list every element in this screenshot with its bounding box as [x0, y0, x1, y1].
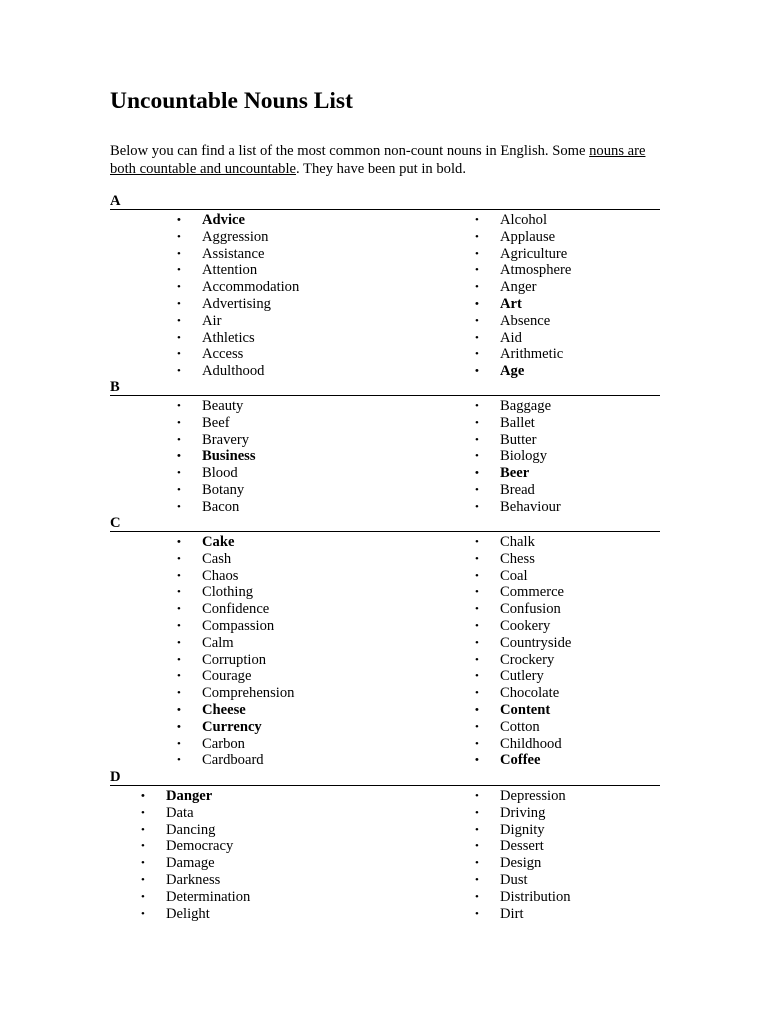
- list-item: [177, 329, 299, 347]
- bullet-icon: •: [177, 737, 181, 750]
- bullet-icon: •: [177, 400, 181, 412]
- noun-text: Advertising: [202, 295, 271, 312]
- bullet-icon: •: [177, 331, 181, 344]
- list-item: [475, 788, 571, 805]
- noun-text: Athletics: [202, 329, 255, 346]
- bullet-icon: •: [475, 247, 479, 260]
- noun-text: Absence: [500, 312, 551, 329]
- bullet-icon: •: [475, 483, 479, 496]
- list-item: [475, 534, 571, 551]
- noun-text: Advice: [202, 212, 245, 228]
- bullet-icon: •: [177, 569, 181, 582]
- noun-text: Calm: [202, 634, 234, 651]
- noun-text: Cheese: [202, 701, 246, 718]
- bullet-icon: •: [141, 823, 145, 836]
- bullet-icon: •: [177, 603, 181, 616]
- bullet-icon: •: [475, 536, 479, 548]
- noun-text: Data: [166, 804, 194, 821]
- bullet-icon: •: [177, 653, 181, 666]
- bullet-icon: •: [475, 619, 479, 632]
- noun-text: Confusion: [500, 601, 561, 618]
- list-item: [475, 431, 561, 449]
- intro-text: Below you can find a list of the most common non-count nouns in English. Some: [110, 143, 590, 159]
- noun-text: Beauty: [202, 398, 244, 414]
- list-item: [177, 295, 299, 313]
- bullet-icon: •: [141, 907, 145, 920]
- noun-text: Baggage: [500, 398, 552, 414]
- list-item: [475, 804, 571, 822]
- bullet-icon: •: [177, 416, 181, 429]
- noun-column-right: [475, 398, 561, 516]
- list-item: [475, 567, 571, 585]
- bullet-icon: •: [475, 790, 479, 802]
- list-item: [177, 668, 294, 685]
- bullet-icon: •: [475, 450, 479, 463]
- noun-text: Botany: [202, 481, 245, 498]
- bullet-icon: •: [475, 687, 479, 700]
- bullet-icon: •: [177, 586, 181, 599]
- noun-column-left: [177, 398, 256, 516]
- noun-text: Cake: [202, 534, 235, 550]
- noun-text: Beef: [202, 414, 230, 431]
- noun-text: Comprehension: [202, 685, 295, 702]
- list-item: [475, 329, 571, 347]
- bullet-icon: •: [475, 214, 479, 226]
- bullet-icon: •: [475, 281, 479, 294]
- bullet-icon: •: [475, 857, 479, 870]
- list-item: [177, 212, 299, 229]
- section-letter: A: [110, 193, 121, 209]
- noun-text: Aid: [500, 329, 522, 346]
- noun-text: Cutlery: [500, 668, 544, 685]
- noun-text: Art: [500, 295, 522, 312]
- bullet-icon: •: [475, 331, 479, 344]
- noun-text: Carbon: [202, 735, 245, 752]
- noun-text: Agriculture: [500, 245, 568, 262]
- list-item: [177, 550, 294, 568]
- noun-column-right: [475, 212, 572, 380]
- noun-text: Cookery: [500, 617, 551, 634]
- noun-column-right: [475, 788, 571, 922]
- bullet-icon: •: [177, 297, 181, 310]
- list-item: [141, 905, 250, 923]
- bullet-icon: •: [141, 890, 145, 903]
- noun-text: Damage: [166, 855, 215, 872]
- list-item: [177, 262, 299, 279]
- noun-text: Bacon: [202, 498, 240, 515]
- noun-text: Cardboard: [202, 752, 264, 769]
- bullet-icon: •: [141, 806, 145, 819]
- noun-text: Chocolate: [500, 685, 560, 702]
- noun-text: Alcohol: [500, 212, 548, 228]
- bullet-icon: •: [475, 230, 479, 243]
- bullet-icon: •: [475, 806, 479, 819]
- noun-text: Coffee: [500, 752, 541, 769]
- intro-link[interactable]: nouns are both countable and uncountable: [110, 143, 646, 177]
- noun-column-left: [177, 534, 295, 769]
- list-item: [475, 634, 572, 652]
- bullet-icon: •: [475, 703, 479, 716]
- list-item: [475, 871, 571, 889]
- list-item: [177, 363, 299, 380]
- bullet-icon: •: [177, 230, 181, 243]
- intro-text-end: . They have been put in bold.: [296, 161, 466, 177]
- noun-text: Dancing: [166, 821, 216, 838]
- noun-text: Dust: [500, 871, 528, 888]
- list-item: [177, 245, 299, 263]
- noun-text: Compassion: [202, 617, 275, 634]
- bullet-icon: •: [177, 754, 181, 767]
- noun-text: Air: [202, 312, 222, 329]
- section-letter: D: [110, 769, 121, 785]
- list-item: [475, 262, 572, 279]
- list-item: [475, 212, 571, 229]
- bullet-icon: •: [141, 840, 145, 853]
- intro-paragraph: [110, 142, 670, 178]
- noun-text: Depression: [500, 788, 566, 804]
- bullet-icon: •: [475, 670, 479, 683]
- bullet-icon: •: [475, 500, 479, 513]
- list-item: [475, 584, 571, 601]
- bullet-icon: •: [177, 450, 181, 463]
- bullet-icon: •: [475, 636, 479, 649]
- list-item: [475, 550, 571, 568]
- list-item: [141, 804, 250, 822]
- section-letter: B: [110, 379, 120, 395]
- noun-text: Content: [500, 701, 551, 718]
- noun-text: Democracy: [166, 838, 234, 855]
- noun-text: Biology: [500, 448, 548, 465]
- bullet-icon: •: [177, 247, 181, 260]
- list-item: [177, 567, 294, 585]
- list-item: [475, 888, 571, 906]
- bullet-icon: •: [177, 365, 181, 378]
- bullet-icon: •: [475, 907, 479, 920]
- noun-text: Bravery: [202, 431, 250, 448]
- bullet-icon: •: [475, 365, 479, 378]
- list-item: [177, 701, 294, 719]
- list-item: [475, 448, 561, 465]
- list-item: [177, 601, 294, 618]
- list-item: [475, 465, 561, 482]
- list-item: [177, 752, 294, 769]
- bullet-icon: •: [475, 653, 479, 666]
- noun-text: Driving: [500, 804, 546, 821]
- page-title: Uncountable Nouns List: [110, 88, 353, 114]
- section-divider: [110, 209, 660, 210]
- list-item: [475, 821, 571, 839]
- bullet-icon: •: [141, 857, 145, 870]
- list-item: [177, 228, 299, 246]
- bullet-icon: •: [177, 703, 181, 716]
- list-item: [475, 245, 571, 263]
- bullet-icon: •: [475, 569, 479, 582]
- bullet-icon: •: [177, 636, 181, 649]
- list-item: [177, 718, 294, 736]
- list-item: [177, 481, 256, 499]
- bullet-icon: •: [475, 603, 479, 616]
- noun-text: Danger: [166, 788, 213, 804]
- noun-text: Beer: [500, 465, 530, 482]
- noun-text: Access: [202, 346, 244, 363]
- bullet-icon: •: [177, 348, 181, 361]
- list-item: [475, 279, 571, 296]
- bullet-icon: •: [475, 264, 479, 277]
- noun-text: Attention: [202, 262, 258, 279]
- section-divider: [110, 531, 660, 532]
- list-item: [141, 788, 250, 805]
- noun-text: Bread: [500, 481, 535, 498]
- bullet-icon: •: [475, 467, 479, 480]
- list-item: [177, 685, 295, 702]
- list-item: [141, 855, 250, 872]
- list-item: [177, 651, 294, 669]
- list-item: [177, 312, 299, 330]
- bullet-icon: •: [177, 314, 181, 327]
- list-item: [475, 735, 571, 753]
- list-item: [475, 855, 571, 872]
- noun-text: Age: [500, 363, 525, 380]
- bullet-icon: •: [475, 416, 479, 429]
- noun-text: Distribution: [500, 888, 571, 905]
- list-item: [475, 398, 561, 415]
- list-item: [475, 617, 571, 635]
- noun-text: Adulthood: [202, 363, 265, 380]
- list-item: [177, 346, 299, 363]
- list-item: [475, 228, 571, 246]
- noun-text: Blood: [202, 465, 238, 482]
- bullet-icon: •: [475, 840, 479, 853]
- list-item: [177, 498, 256, 516]
- list-item: [475, 668, 571, 685]
- list-item: [141, 821, 250, 839]
- list-item: [177, 414, 256, 432]
- list-item: [475, 346, 571, 363]
- noun-column-left: [177, 212, 300, 380]
- bullet-icon: •: [177, 670, 181, 683]
- bullet-icon: •: [475, 297, 479, 310]
- bullet-icon: •: [177, 467, 181, 480]
- noun-text: Corruption: [202, 651, 267, 668]
- bullet-icon: •: [177, 433, 181, 446]
- noun-text: Crockery: [500, 651, 555, 668]
- list-item: [475, 838, 571, 855]
- noun-text: Chalk: [500, 534, 535, 550]
- list-item: [177, 465, 256, 482]
- bullet-icon: •: [475, 737, 479, 750]
- list-item: [177, 584, 294, 601]
- noun-text: Aggression: [202, 228, 269, 245]
- noun-text: Dignity: [500, 821, 545, 838]
- bullet-icon: •: [475, 433, 479, 446]
- list-item: [177, 534, 294, 551]
- bullet-icon: •: [177, 281, 181, 294]
- noun-text: Arithmetic: [500, 346, 564, 363]
- noun-text: Commerce: [500, 584, 565, 601]
- list-item: [141, 838, 250, 855]
- bullet-icon: •: [177, 720, 181, 733]
- bullet-icon: •: [141, 790, 145, 802]
- list-item: [177, 735, 294, 753]
- noun-text: Delight: [166, 905, 210, 922]
- noun-text: Coal: [500, 567, 528, 584]
- bullet-icon: •: [177, 483, 181, 496]
- noun-text: Childhood: [500, 735, 562, 752]
- noun-text: Dessert: [500, 838, 544, 855]
- noun-text: Butter: [500, 431, 537, 448]
- list-item: [177, 634, 294, 652]
- noun-text: Assistance: [202, 245, 265, 262]
- section-divider: [110, 395, 660, 396]
- noun-text: Confidence: [202, 601, 270, 618]
- noun-text: Atmosphere: [500, 262, 572, 279]
- list-item: [141, 871, 250, 889]
- noun-column-left: [141, 788, 251, 922]
- noun-text: Ballet: [500, 414, 535, 431]
- noun-text: Darkness: [166, 871, 221, 888]
- noun-column-right: [475, 534, 572, 769]
- noun-text: Accommodation: [202, 279, 300, 296]
- list-item: [475, 312, 571, 330]
- section-letter: C: [110, 515, 121, 531]
- bullet-icon: •: [475, 754, 479, 767]
- list-item: [475, 701, 571, 719]
- noun-text: Design: [500, 855, 542, 872]
- bullet-icon: •: [475, 552, 479, 565]
- list-item: [141, 888, 251, 906]
- noun-text: Behaviour: [500, 498, 561, 515]
- list-item: [177, 448, 256, 465]
- list-item: [475, 685, 571, 702]
- list-item: [475, 498, 561, 516]
- noun-text: Currency: [202, 718, 262, 735]
- bullet-icon: •: [475, 823, 479, 836]
- bullet-icon: •: [141, 873, 145, 886]
- list-item: [475, 905, 571, 923]
- noun-text: Dirt: [500, 905, 524, 922]
- list-item: [475, 363, 571, 380]
- bullet-icon: •: [475, 400, 479, 412]
- noun-text: Cash: [202, 550, 232, 567]
- bullet-icon: •: [177, 687, 181, 700]
- noun-text: Chaos: [202, 567, 239, 584]
- bullet-icon: •: [475, 720, 479, 733]
- noun-text: Applause: [500, 228, 556, 245]
- list-item: [177, 617, 294, 635]
- noun-text: Countryside: [500, 634, 572, 651]
- list-item: [177, 431, 256, 449]
- bullet-icon: •: [475, 890, 479, 903]
- noun-text: Determination: [166, 888, 251, 905]
- noun-text: Cotton: [500, 718, 540, 735]
- bullet-icon: •: [177, 619, 181, 632]
- bullet-icon: •: [475, 873, 479, 886]
- noun-text: Anger: [500, 279, 537, 296]
- list-item: [177, 279, 300, 296]
- list-item: [475, 414, 561, 432]
- noun-text: Clothing: [202, 584, 254, 601]
- bullet-icon: •: [177, 264, 181, 277]
- list-item: [475, 601, 571, 618]
- section-divider: [110, 785, 660, 786]
- bullet-icon: •: [475, 314, 479, 327]
- bullet-icon: •: [177, 552, 181, 565]
- list-item: [177, 398, 256, 415]
- list-item: [475, 295, 571, 313]
- list-item: [475, 651, 571, 669]
- noun-text: Business: [202, 448, 256, 465]
- noun-text: Chess: [500, 550, 535, 567]
- bullet-icon: •: [475, 348, 479, 361]
- list-item: [475, 752, 571, 769]
- noun-text: Courage: [202, 668, 252, 685]
- bullet-icon: •: [475, 586, 479, 599]
- list-item: [475, 481, 561, 499]
- bullet-icon: •: [177, 536, 181, 548]
- bullet-icon: •: [177, 214, 181, 226]
- list-item: [475, 718, 571, 736]
- bullet-icon: •: [177, 500, 181, 513]
